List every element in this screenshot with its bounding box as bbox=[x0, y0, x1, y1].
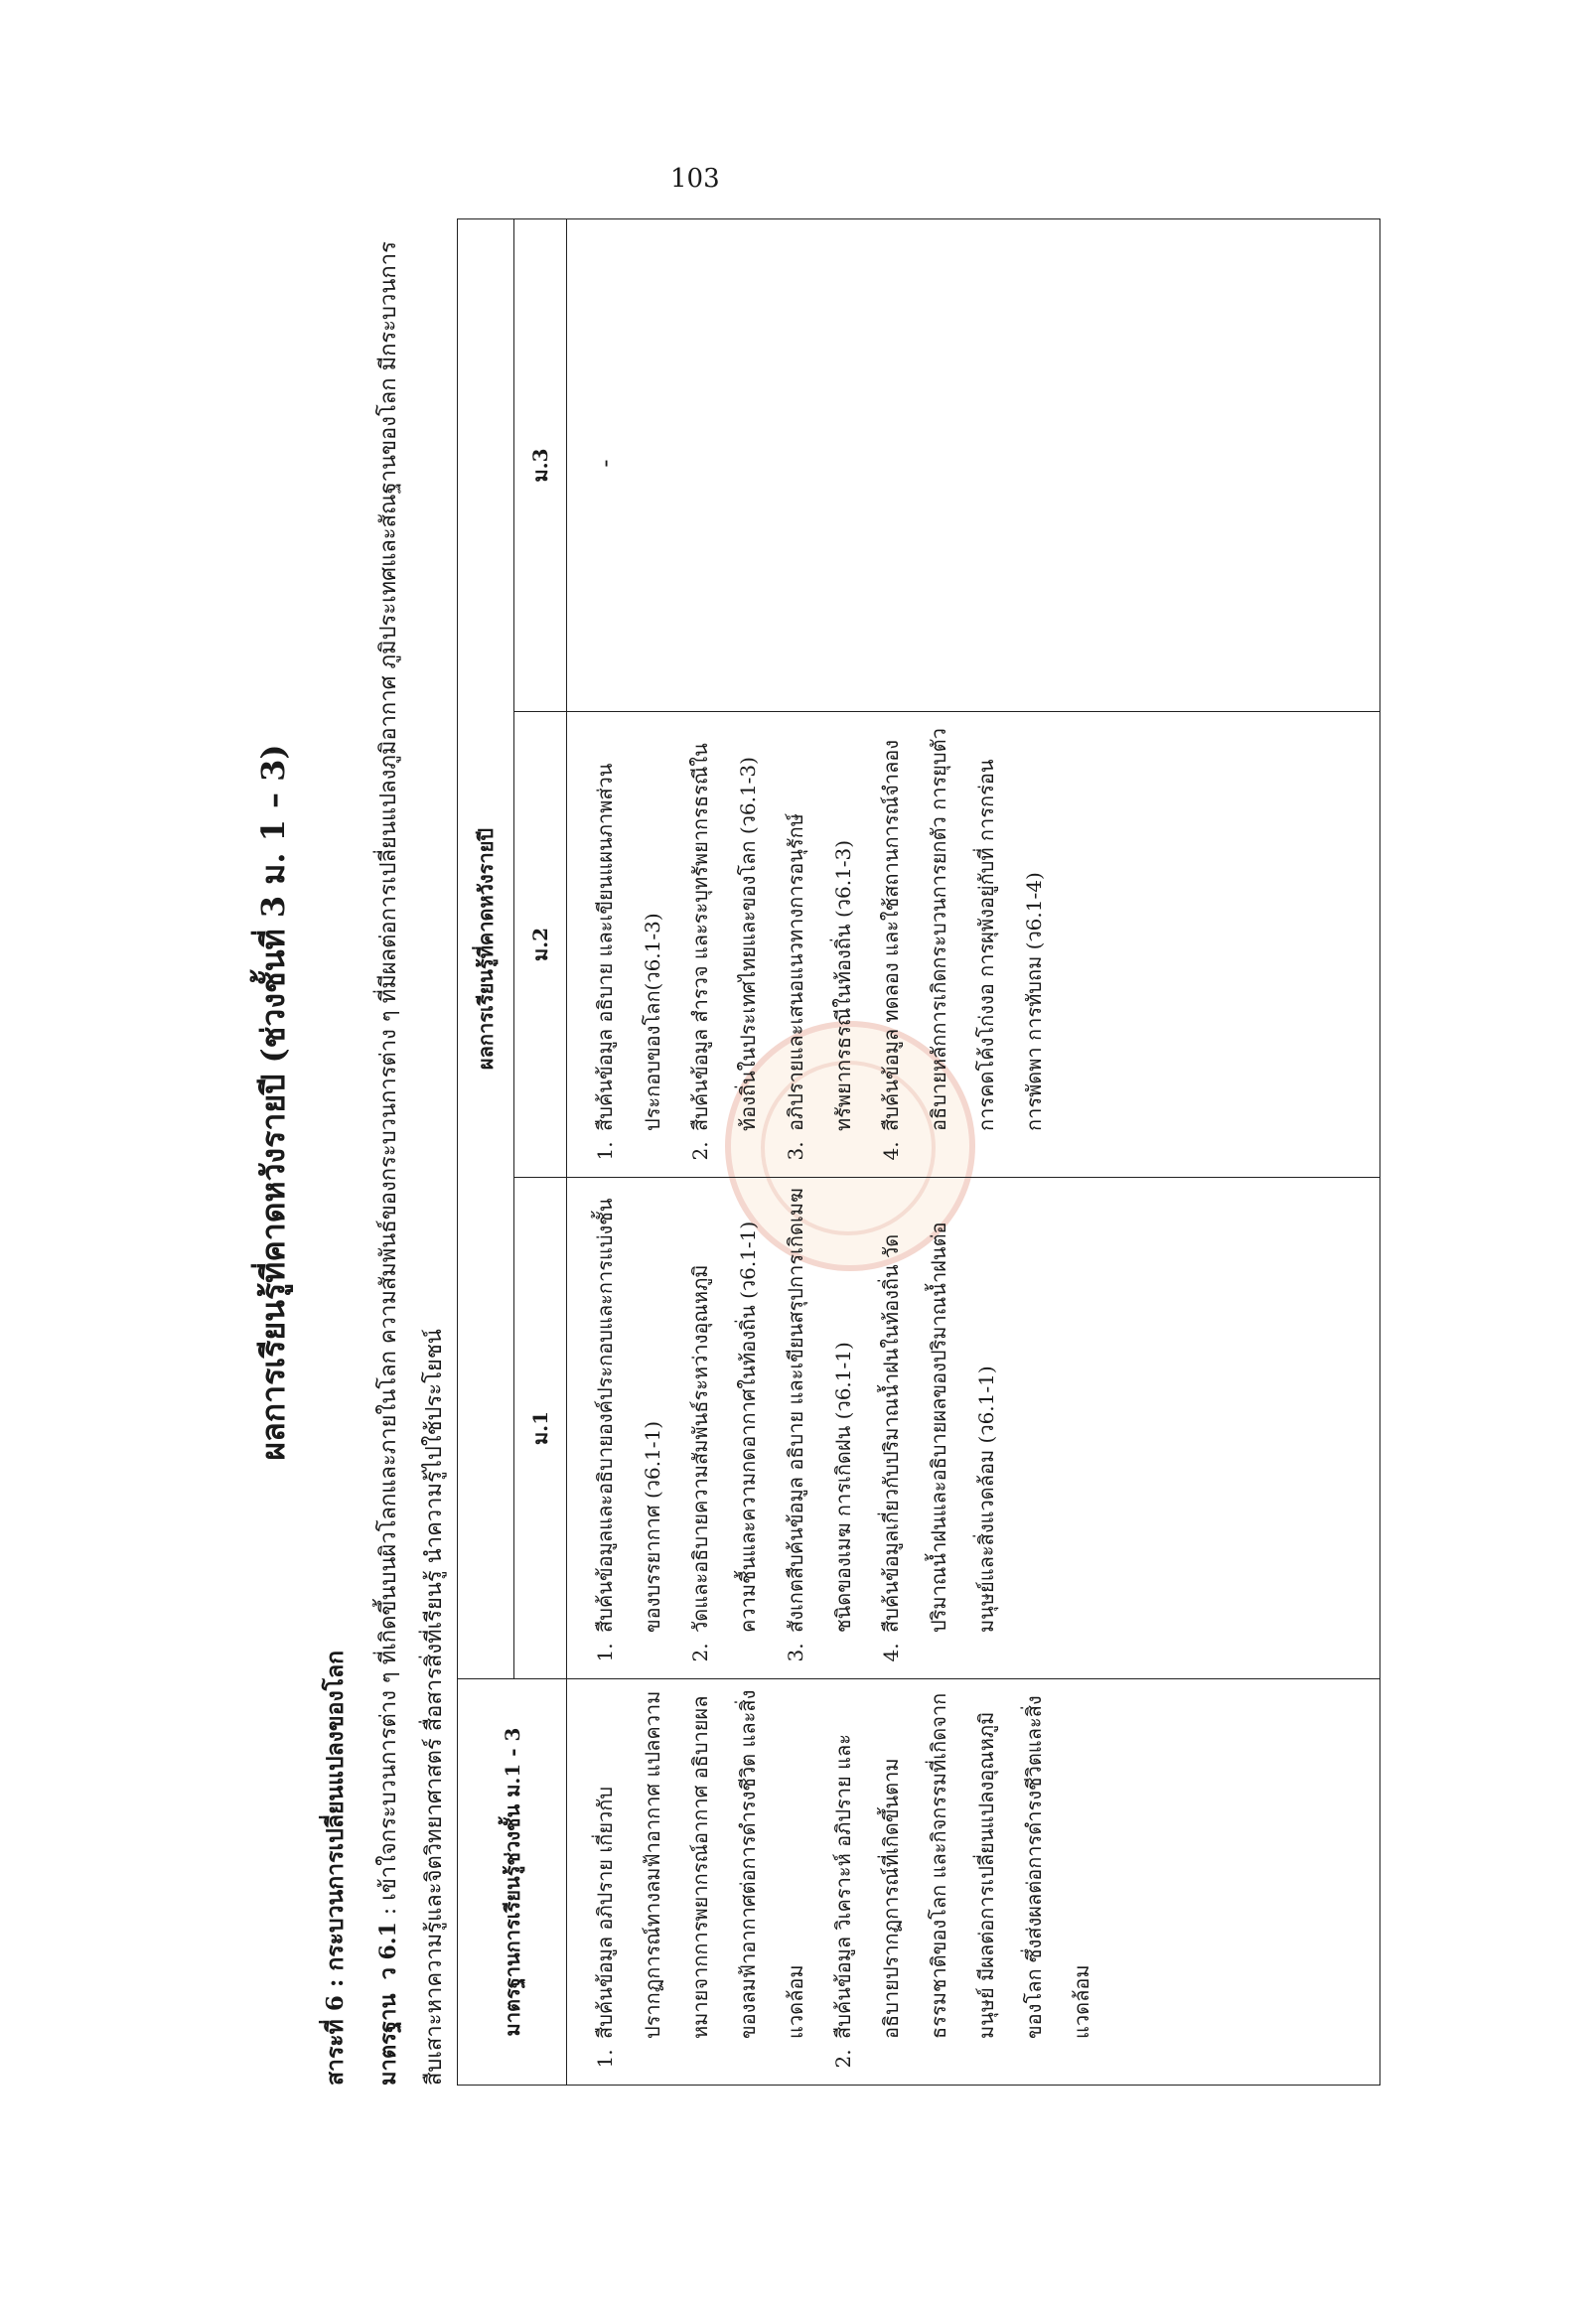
standard-statement bbox=[365, 218, 458, 2086]
m2-cell bbox=[567, 712, 1380, 1178]
standard-label: มาตรฐาน bbox=[375, 1993, 401, 2086]
header-grade-m2: ม.2 bbox=[514, 712, 567, 1178]
outcomes-table bbox=[457, 218, 1380, 2086]
m1-item: 3. สังเกตสืบค้นข้อมูล อธิบาย และเขียนสรุปการเกิดเมฆ ชนิดของเมฆ การเกิดฝน (ว6.1-1) bbox=[772, 1188, 867, 1637]
m2-item: 2. สืบค้นข้อมูล สำรวจ และระบุทรัพยากรธรณีในท้องถิ่นในประเทศไทยและของโลก (ว6.1-3) bbox=[676, 722, 772, 1135]
header-outcomes: ผลการเรียนรู้ที่คาดหวังรายปี bbox=[458, 219, 514, 1679]
header-grade-m3: ม.3 bbox=[514, 219, 567, 712]
standard-cell bbox=[567, 1679, 1380, 2086]
header-grade-m1: ม.1 bbox=[514, 1178, 567, 1679]
m2-item: 1. สืบค้นข้อมูล อธิบาย และเขียนแผนภาพส่วนประกอบของโลก(ว6.1-3) bbox=[581, 722, 676, 1135]
strand-topic: สาระที่ 6 : กระบวนการเปลี่ยนแปลงของโลก bbox=[322, 1650, 349, 2086]
m1-cell bbox=[567, 1178, 1380, 1679]
standard-item: 1. สืบค้นข้อมูล อภิปราย เกี่ยวกับปรากฏการณ์ทางลมฟ้าอากาศ แปลความหมายจากการพยากรณ์อากาศ อธิบายผลของลมฟ้าอากาศต่อการดำรงชีวิต และสิ่งแวดล้อม bbox=[581, 1689, 819, 2043]
m1-item: 4. สืบค้นข้อมูลเกี่ยวกับปริมาณน้ำฝนในท้องถิ่น วัดปริมาณน้ำฝนและอธิบายผลของปริมาณน้ำฝนต่อมนุษย์และสิ่งแวดล้อม (ว6.1-1) bbox=[867, 1188, 1010, 1637]
page-title: ผลการเรียนรู้ที่คาดหวังรายปี (ช่วงชั้นที่ 3 ม. 1 – 3) bbox=[254, 744, 292, 1461]
m2-item: 4. สืบค้นข้อมูล ทดลอง และใช้สถานการณ์จำลองอธิบายหลักการเกิดกระบวนการยกตัว การยุบตัว การคดโค้งโก่งงอ การผุพังอยู่กับที่ การกร่อน การพัดพา การทับถม (ว6.1-4) bbox=[867, 722, 1058, 1135]
m1-item: 2. วัดและอธิบายความสัมพันธ์ระหว่างอุณหภูมิ ความชื้นและความกดอากาศในท้องถิ่น (ว6.1-1) bbox=[676, 1188, 772, 1637]
rotated-page-content bbox=[248, 119, 1380, 2086]
standard-text: : เข้าใจกระบวนการต่าง ๆ ที่เกิดขึ้นบนผิวโลกและภายในโลก ความสัมพันธ์ของกระบวนการต่าง ๆ ที่มีผลต่อการเปลี่ยนแปลงภูมิอากาศ ภูมิประเทศและสัณฐานของโลก มีกระบวนการสืบเสาะหาความรู้และจิตวิทยาศาสตร์ สื่อสารสิ่งที่เรียนรู้ นำความรู้ไปใช้ประโยชน์ bbox=[376, 241, 447, 2086]
standard-item: 2. สืบค้นข้อมูล วิเคราะห์ อภิปราย และอธิบายปรากฏการณ์ที่เกิดขึ้นตามธรรมชาติของโลก และกิจกรรมที่เกิดจากมนุษย์ มีผลต่อการเปลี่ยนแปลงอุณหภูมิของโลก ซึ่งส่งผลต่อการดำรงชีวิตและสิ่งแวดล้อม bbox=[819, 1689, 1105, 2043]
page-number: 103 bbox=[670, 164, 720, 194]
m1-item: 1. สืบค้นข้อมูลและอธิบายองค์ประกอบและการแบ่งชั้นของบรรยากาศ (ว6.1-1) bbox=[581, 1188, 676, 1637]
m2-item: 3. อภิปรายและเสนอแนวทางการอนุรักษ์ทรัพยากรธรณีในท้องถิ่น (ว6.1-3) bbox=[772, 722, 867, 1135]
m3-cell: - bbox=[567, 219, 1380, 712]
standard-code: ว 6.1 bbox=[375, 1922, 401, 1980]
header-standard: มาตรฐานการเรียนรู้ช่วงชั้น ม.1 - 3 bbox=[458, 1679, 567, 2086]
